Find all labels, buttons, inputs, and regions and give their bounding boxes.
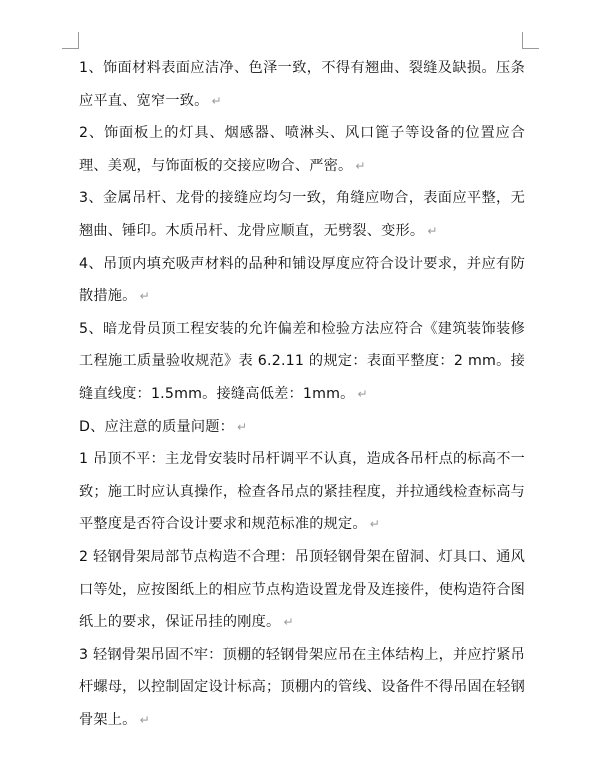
heading-text: D、应注意的质量问题：	[79, 418, 235, 435]
quality-issue-2	[79, 541, 525, 639]
paragraph-2	[79, 117, 525, 182]
paragraph-mark-icon: ↵	[283, 615, 294, 630]
paragraph-4	[79, 248, 525, 313]
paragraph-text: 2 轻钢骨架局部节点构造不合理：吊顶轻钢骨架在留洞、灯具口、通风口等处，应按图纸上的相应节点构造设置龙骨及连接件，使构造符合图纸上的要求，保证吊挂的刚度。	[79, 548, 526, 631]
paragraph-text: 3 轻钢骨架吊固不牢：顶棚的轻钢骨架应吊在主体结构上，并应拧紧吊杆螺母，以控制固定设计标高；顶棚内的管线、设备件不得吊固在轻钢骨架上。	[79, 646, 526, 728]
paragraph-mark-icon: ↵	[369, 517, 381, 532]
section-heading-d	[79, 411, 525, 444]
top-right-margin-marker	[522, 32, 539, 49]
paragraph-text: 5、暗龙骨员顶工程安装的允许偏差和检验方法应符合《建筑装饰装修工程施工质量验收规范》表 6.2.11 的规定：表面平整度：2 mm。接缝直线度：1.5mm。接缝高低差：1mm。	[79, 320, 525, 402]
quality-issue-3	[79, 639, 525, 737]
top-left-margin-marker	[62, 32, 79, 49]
quality-issue-1	[79, 443, 525, 541]
paragraph-mark-icon: ↵	[211, 93, 222, 108]
paragraph-mark-icon: ↵	[237, 419, 248, 434]
document-body[interactable]	[79, 52, 525, 736]
paragraph-text: 1、饰面材料表面应洁净、色泽一致，不得有翘曲、裂缝及缺损。压条应平直、宽窄一致。	[79, 60, 525, 109]
paragraph-mark-icon: ↵	[357, 386, 368, 401]
paragraph-text: 3、金属吊杆、龙骨的接缝应均匀一致，角缝应吻合，表面应平整，无翘曲、锤印。木质吊杆、龙骨应顺直，无劈裂、变形。	[79, 190, 525, 239]
paragraph-1	[79, 52, 525, 117]
paragraph-text: 2、饰面板上的灯具、烟感器、喷淋头、风口篦子等设备的位置应合理、美观，与饰面板的交接应吻合、严密。	[79, 125, 525, 174]
paragraph-5	[79, 313, 525, 411]
paragraph-mark-icon: ↵	[139, 289, 150, 304]
paragraph-text: 1 吊顶不平：主龙骨安装时吊杆调平不认真，造成各吊杆点的标高不一致；施工时应认真操作，检查各吊点的紧挂程度，并拉通线检查标高与平整度是否符合设计要求和规范标准的规定。	[79, 451, 526, 533]
paragraph-3	[79, 182, 525, 247]
paragraph-mark-icon: ↵	[355, 158, 366, 173]
paragraph-mark-icon: ↵	[139, 712, 150, 727]
paragraph-mark-icon: ↵	[427, 223, 438, 238]
paragraph-text: 4、吊顶内填充吸声材料的品种和铺设厚度应符合设计要求，并应有防散措施。	[79, 255, 525, 305]
